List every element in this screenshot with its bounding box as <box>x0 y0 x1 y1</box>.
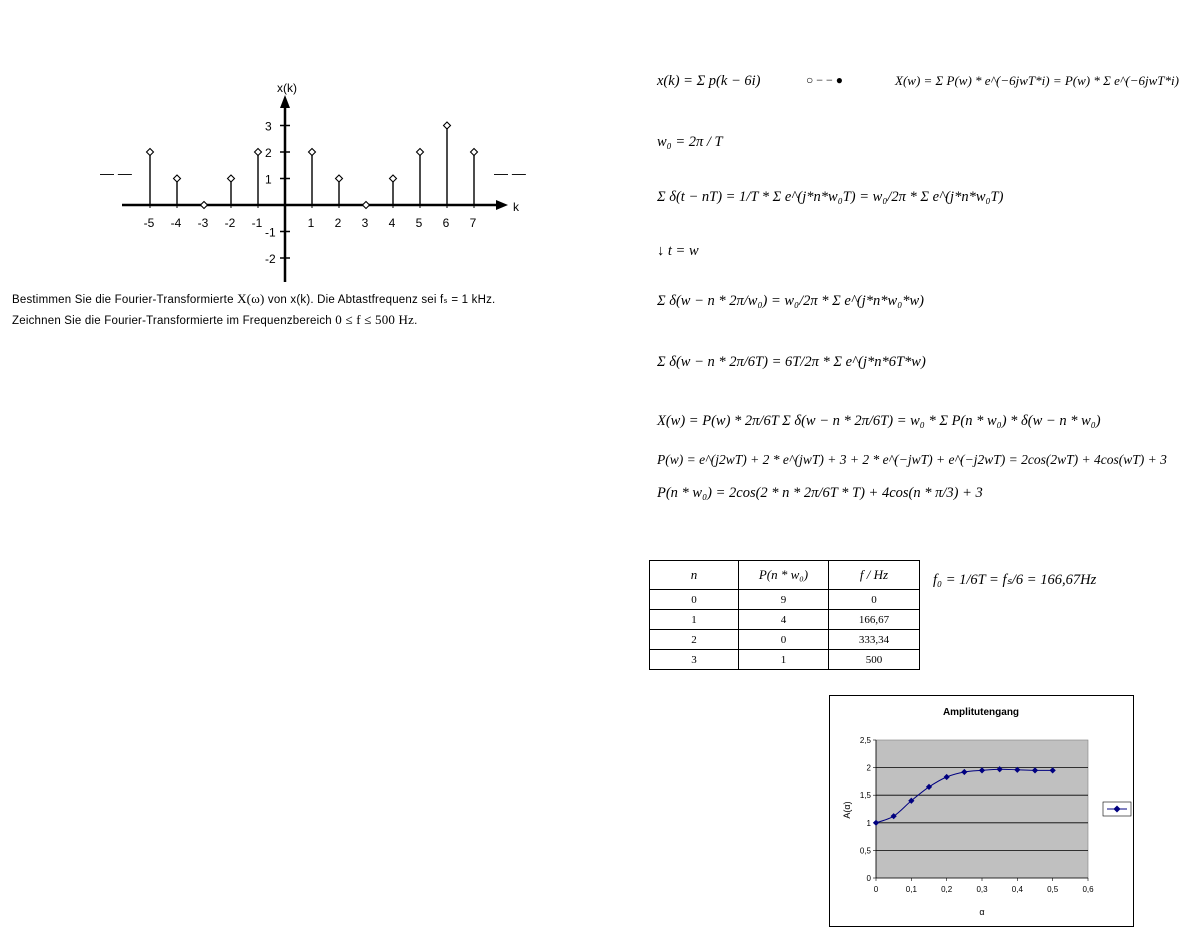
correspondence-symbol: ○ − − ● <box>806 73 844 87</box>
y-tick-label: 2,5 <box>859 736 871 745</box>
x-tick-label: 0,5 <box>1047 885 1059 894</box>
x-tick-label: 2 <box>334 216 342 230</box>
x-tick-label: 5 <box>415 216 423 230</box>
x-axis-title: α <box>979 907 985 917</box>
x-tick-label: 7 <box>469 216 477 230</box>
y-tick-label: 1 <box>866 818 871 828</box>
table-cell: 3 <box>650 650 739 670</box>
x-tick-label: 0,1 <box>905 885 917 894</box>
x-tick-label: -2 <box>224 216 236 230</box>
table-row <box>650 610 920 630</box>
y-axis-label: x(k) <box>277 81 297 95</box>
y-tick-label: -1 <box>265 225 276 240</box>
table-row <box>650 590 920 610</box>
table-cell: 0 <box>650 590 739 610</box>
stem-marker <box>174 175 181 182</box>
y-tick-label: 1,5 <box>859 791 871 801</box>
stem-marker <box>255 149 262 156</box>
stem-marker <box>147 149 154 156</box>
x-tick-label: 4 <box>388 216 396 230</box>
table-cell: 9 <box>739 590 829 610</box>
left-continuation: — — <box>100 165 132 181</box>
equation-1-left: x(k) = Σ p(k − 6i) <box>657 73 761 89</box>
x-tick-label: 1 <box>307 216 315 230</box>
stem-marker <box>390 175 397 182</box>
table-row <box>650 630 920 650</box>
x-axis-label: k <box>513 200 519 214</box>
stem-marker <box>336 175 343 182</box>
y-tick-label: 1 <box>265 172 272 187</box>
x-tick-label: -3 <box>197 216 209 230</box>
stem-marker <box>417 149 424 156</box>
y-tick-label: 3 <box>265 119 272 134</box>
stem-marker <box>201 202 208 209</box>
equation-2: w₀ = 2π / T <box>657 134 723 150</box>
table-cell: 0 <box>829 590 920 610</box>
table-cell: 1 <box>650 610 739 630</box>
math-range: 0 ≤ f ≤ 500 Hz <box>335 312 415 327</box>
amplitude-chart <box>829 695 1134 927</box>
plot-area <box>876 740 1088 878</box>
x-tick-label: 0,6 <box>1082 885 1094 894</box>
equation-6: Σ δ(w − n * 2π/6T) = 6T/2π * Σ e^(j*n*6T*w) <box>657 354 926 370</box>
x-tick-label: -5 <box>143 216 155 230</box>
equation-4: ↓ t = w <box>657 243 699 259</box>
amplitude-chart-svg <box>830 696 1133 926</box>
stem-marker <box>228 175 235 182</box>
equation-5: Σ δ(w − n * 2π/w₀) = w₀/2π * Σ e^(j*n*w₀*w) <box>657 293 925 309</box>
table-cell: 1 <box>739 650 829 670</box>
equation-10: f₀ = 1/6T = fₛ/6 = 166,67Hz <box>933 572 1097 588</box>
stem-marker <box>471 149 478 156</box>
result-table <box>649 560 920 670</box>
table-cell: 500 <box>829 650 920 670</box>
x-axis-arrow <box>496 200 508 210</box>
x-tick-label: 6 <box>442 216 450 230</box>
stem-marker <box>444 122 451 129</box>
y-tick-label: 0,5 <box>859 846 871 856</box>
table-cell: 4 <box>739 610 829 630</box>
y-axis-title: A(α) <box>842 801 852 819</box>
x-tick-label: 0,4 <box>1011 885 1023 894</box>
task-text <box>12 289 624 331</box>
y-tick-label: 0 <box>866 874 871 883</box>
task-line-1: Bestimmen Sie die Fourier-Transformierte X(ω) von x(k). Die Abtastfrequenz sei fₛ = 1 kHz. <box>12 291 496 306</box>
equation-7: X(w) = P(w) * 2π/6T Σ δ(w − n * 2π/6T) = w₀ * Σ P(n * w₀) * δ(w − n * w₀) <box>657 413 1101 429</box>
x-tick-label: 0 <box>873 885 879 894</box>
table-cell: 0 <box>739 630 829 650</box>
table-cell: 2 <box>650 630 739 650</box>
stem-plot <box>0 0 560 290</box>
chart-title: Amplitutengang <box>942 707 1020 718</box>
header-p: P(n * w₀) <box>739 561 829 590</box>
x-tick-label: -4 <box>170 216 182 230</box>
table-row <box>650 650 920 670</box>
table-header-row <box>650 561 920 590</box>
x-tick-label: 0,3 <box>976 885 988 894</box>
header-f: f / Hz <box>829 561 920 590</box>
x-tick-label: 0,2 <box>941 885 953 894</box>
equation-9: P(n * w₀) = 2cos(2 * n * 2π/6T * T) + 4cos(n * π/3) + 3 <box>657 485 983 501</box>
math-X-omega: X(ω) <box>237 291 265 306</box>
table-cell: 166,67 <box>829 610 920 630</box>
x-tick-label: -1 <box>251 216 263 230</box>
y-tick-label: -2 <box>265 252 276 266</box>
x-tick-label: 3 <box>361 216 369 230</box>
table-cell: 333,34 <box>829 630 920 650</box>
stem-marker <box>363 202 370 209</box>
task-line-2: Zeichnen Sie die Fourier-Transformierte im Frequenzbereich 0 ≤ f ≤ 500 Hz. <box>12 312 418 327</box>
equation-1-right: X(w) = Σ P(w) * e^(−6jwT*i) = P(w) * Σ e^(−6jwT*i) <box>895 73 1179 88</box>
y-axis-arrow <box>280 95 290 108</box>
equation-3: Σ δ(t − nT) = 1/T * Σ e^(j*n*w₀T) = w₀/2π * Σ e^(j*n*w₀T) <box>657 189 1004 205</box>
right-continuation: — — <box>494 165 526 181</box>
stem-marker <box>309 149 316 156</box>
header-n: n <box>650 561 739 590</box>
equation-8: P(w) = e^(j2wT) + 2 * e^(jwT) + 3 + 2 * e^(−jwT) + e^(−j2wT) = 2cos(2wT) + 4cos(wT) + 3 <box>657 452 1167 467</box>
y-tick-label: 2 <box>866 763 871 773</box>
y-tick-label: 2 <box>265 146 272 160</box>
